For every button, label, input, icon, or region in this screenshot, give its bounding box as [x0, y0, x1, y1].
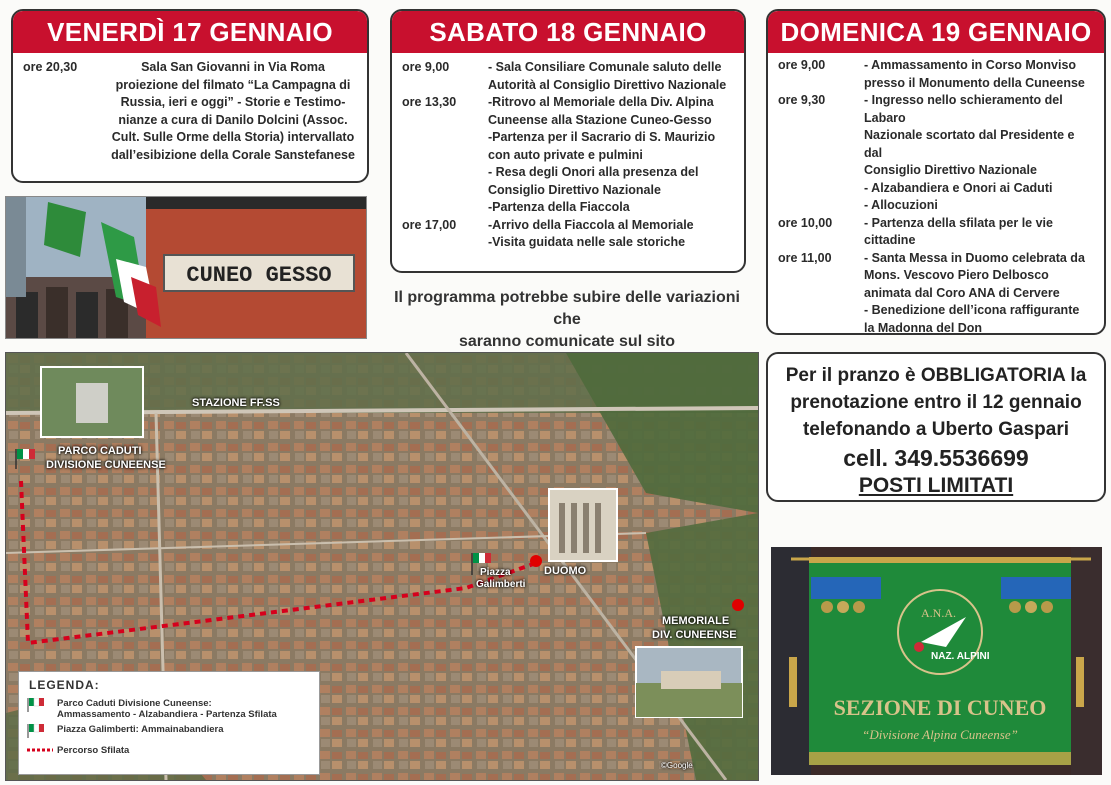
- schedule-text: Cuneense alla Stazione Cuneo-Gesso: [488, 112, 712, 127]
- booking-line3: telefonando a Uberto Gaspari: [802, 419, 1070, 440]
- map-label-parco2: DIVISIONE CUNEENSE: [46, 459, 166, 471]
- legend-item2: Piazza Galimberti: Ammainabandiera: [57, 724, 224, 735]
- schedule-text: - Allocuzioni: [864, 198, 938, 212]
- schedule-text: Mons. Vescovo Piero Delbosco: [864, 268, 1049, 282]
- schedule-text: -Visita guidata nelle sale storiche: [488, 235, 686, 249]
- schedule-text: - Sala Consiliare Comunale saluto delle: [488, 60, 722, 74]
- schedule-row: [402, 164, 734, 182]
- saturday-items: [392, 53, 744, 256]
- schedule-text: Sala San Giovanni in Via Roma: [141, 60, 325, 74]
- map-label-memoriale1: MEMORIALE: [662, 615, 730, 627]
- schedule-text: Cult. Sulle Orme della Storia) intervallato: [111, 130, 355, 144]
- schedule-row: [23, 112, 357, 130]
- schedule-time: [402, 129, 488, 147]
- schedule-row: [778, 285, 1094, 303]
- schedule-text: Consiglio Direttivo Nazionale: [864, 163, 1037, 177]
- schedule-row: [23, 77, 357, 95]
- svg-text:NAZ. ALPINI: NAZ. ALPINI: [931, 651, 990, 662]
- map-credit: ©Google: [661, 761, 693, 770]
- schedule-time: ore 9,00: [402, 60, 450, 74]
- schedule-row: [778, 320, 1094, 336]
- schedule-time: [778, 320, 864, 336]
- schedule-text: nianze a cura di Danilo Dolcini (Assoc.: [118, 112, 348, 127]
- legend-item1b: Ammassamento - Alzabandiera - Partenza Sfilata: [57, 709, 277, 720]
- schedule-time: ore 13,30: [402, 95, 457, 109]
- sunday-card: [766, 9, 1106, 335]
- schedule-text: Consiglio Direttivo Nazionale: [488, 182, 661, 197]
- friday-card: [11, 9, 369, 183]
- svg-text:CUNEO GESSO: CUNEO GESSO: [186, 263, 332, 288]
- station-ceremony-image: [6, 197, 366, 338]
- sunday-items: [768, 53, 1104, 335]
- schedule-row: [778, 215, 1094, 250]
- program-note-line2: saranno comunicate sul sito: [458, 333, 676, 350]
- schedule-row: [402, 94, 734, 112]
- schedule-time: [778, 197, 864, 215]
- schedule-text: Nazionale scortato dal Presidente e dal: [864, 128, 1075, 160]
- svg-text:A.N.A.: A.N.A.: [921, 606, 956, 620]
- program-note-line1: Il programma potrebbe subire delle variazioni che: [394, 289, 740, 328]
- schedule-time: [23, 77, 109, 95]
- schedule-time: [778, 302, 864, 320]
- legend-item-parco: [27, 698, 311, 720]
- schedule-row: [23, 147, 357, 165]
- legend-item-route: [27, 745, 311, 758]
- schedule-text: animata dal Coro ANA di Cervere: [864, 285, 1060, 300]
- schedule-text: - Resa degli Onori alla presenza del: [488, 165, 699, 179]
- schedule-row: [778, 57, 1094, 75]
- flag-icon: [27, 724, 57, 741]
- schedule-time: ore 10,00: [778, 215, 833, 230]
- booking-line2: prenotazione entro il 12 gennaio: [790, 392, 1082, 413]
- schedule-text: con auto private e pulmini: [488, 147, 643, 162]
- friday-items: [13, 53, 367, 168]
- booking-line1: Per il pranzo è OBBLIGATORIA la: [785, 365, 1087, 386]
- schedule-row: [778, 302, 1094, 320]
- schedule-row: [778, 197, 1094, 215]
- schedule-row: [778, 75, 1094, 93]
- schedule-time: [23, 94, 109, 112]
- schedule-time: [23, 129, 109, 147]
- schedule-row: [402, 77, 734, 95]
- schedule-row: [402, 112, 734, 130]
- svg-text:SEZIONE DI CUNEO: SEZIONE DI CUNEO: [833, 695, 1047, 720]
- schedule-row: [23, 59, 357, 77]
- map-label-parco1: PARCO CADUTI: [58, 445, 142, 457]
- schedule-row: [23, 94, 357, 112]
- friday-header: VENERDÌ 17 GENNAIO: [13, 11, 367, 53]
- schedule-time: ore 9,00: [778, 58, 826, 72]
- schedule-text: -Arrivo della Fiaccola al Memoriale: [488, 217, 694, 232]
- booking-phone: cell. 349.5536699: [843, 445, 1029, 471]
- schedule-text: Russia, ieri e oggi” - Storie e Testimo-: [120, 95, 346, 109]
- schedule-row: [402, 182, 734, 200]
- banner-photo: [771, 547, 1102, 775]
- schedule-row: [23, 129, 357, 147]
- cuneo-gesso-photo: [5, 196, 367, 339]
- schedule-row: [402, 217, 734, 235]
- schedule-time: [402, 147, 488, 165]
- legend-title: LEGENDA:: [29, 678, 100, 692]
- saturday-card: [390, 9, 746, 273]
- schedule-time: ore 17,00: [402, 217, 457, 232]
- flag-icon: [27, 698, 57, 715]
- map-label-piazza2: Galimberti: [476, 579, 526, 590]
- schedule-time: [23, 147, 109, 165]
- schedule-time: [778, 267, 864, 285]
- city-map: [5, 352, 759, 781]
- map-label-station: STAZIONE FF.SS: [192, 397, 280, 409]
- schedule-row: [402, 147, 734, 165]
- booking-box: [766, 352, 1106, 502]
- legend-item3: Percorso Sfilata: [57, 745, 130, 756]
- schedule-time: [778, 127, 864, 162]
- schedule-text: - Benedizione dell’icona raffigurante: [864, 303, 1080, 317]
- map-label-piazza1: Piazza: [480, 567, 511, 578]
- schedule-row: [778, 267, 1094, 285]
- schedule-time: [402, 199, 488, 217]
- schedule-text: dall’esibizione della Corale Sanstefanese: [111, 147, 355, 162]
- schedule-time: ore 9,30: [778, 93, 826, 107]
- map-label-duomo: DUOMO: [544, 565, 587, 577]
- schedule-time: [402, 77, 488, 95]
- schedule-text: -Ritrovo al Memoriale della Div. Alpina: [488, 95, 714, 109]
- schedule-row: [402, 129, 734, 147]
- section-banner-image: [771, 547, 1102, 775]
- schedule-text: Autorità al Consiglio Direttivo Nazionale: [488, 77, 727, 92]
- schedule-time: [402, 164, 488, 182]
- map-label-memoriale2: DIV. CUNEENSE: [652, 629, 737, 641]
- schedule-time: [402, 182, 488, 200]
- schedule-text: -Partenza per il Sacrario di S. Maurizio: [488, 130, 716, 144]
- schedule-text: - Alzabandiera e Onori ai Caduti: [864, 180, 1053, 195]
- schedule-row: [402, 234, 734, 252]
- schedule-text: la Madonna del Don: [864, 320, 983, 335]
- schedule-time: ore 20,30: [23, 60, 78, 74]
- schedule-row: [778, 92, 1094, 127]
- schedule-row: [778, 180, 1094, 198]
- legend-item-piazza: [27, 724, 311, 741]
- sunday-header: DOMENICA 19 GENNAIO: [768, 11, 1104, 53]
- saturday-header: SABATO 18 GENNAIO: [392, 11, 744, 53]
- svg-text:“Divisione Alpina Cuneense”: “Divisione Alpina Cuneense”: [862, 727, 1018, 742]
- schedule-time: [402, 112, 488, 130]
- schedule-row: [778, 250, 1094, 268]
- schedule-time: [778, 180, 864, 198]
- schedule-text: - Santa Messa in Duomo celebrata da: [864, 250, 1085, 265]
- map-legend: [18, 671, 320, 775]
- schedule-time: [23, 112, 109, 130]
- schedule-time: [778, 285, 864, 303]
- schedule-time: [402, 234, 488, 252]
- schedule-text: - Ammassamento in Corso Monviso: [864, 58, 1077, 72]
- schedule-time: [778, 162, 864, 180]
- schedule-row: [402, 199, 734, 217]
- dotted-route-icon: [27, 745, 57, 758]
- schedule-time: ore 11,00: [778, 250, 832, 265]
- schedule-time: [778, 75, 864, 93]
- schedule-row: [778, 162, 1094, 180]
- schedule-text: presso il Monumento della Cuneense: [864, 75, 1085, 90]
- schedule-row: [402, 59, 734, 77]
- booking-limited: POSTI LIMITATI: [858, 474, 1014, 497]
- schedule-text: - Ingresso nello schieramento del Labaro: [864, 93, 1063, 125]
- schedule-text: - Partenza della sfilata per le vie cittadine: [864, 215, 1053, 247]
- schedule-text: proiezione del filmato “La Campagna di: [115, 77, 351, 92]
- legend-item1a: Parco Caduti Divisione Cuneense:: [57, 698, 212, 709]
- schedule-row: [778, 127, 1094, 162]
- schedule-text: -Partenza della Fiaccola: [488, 200, 630, 214]
